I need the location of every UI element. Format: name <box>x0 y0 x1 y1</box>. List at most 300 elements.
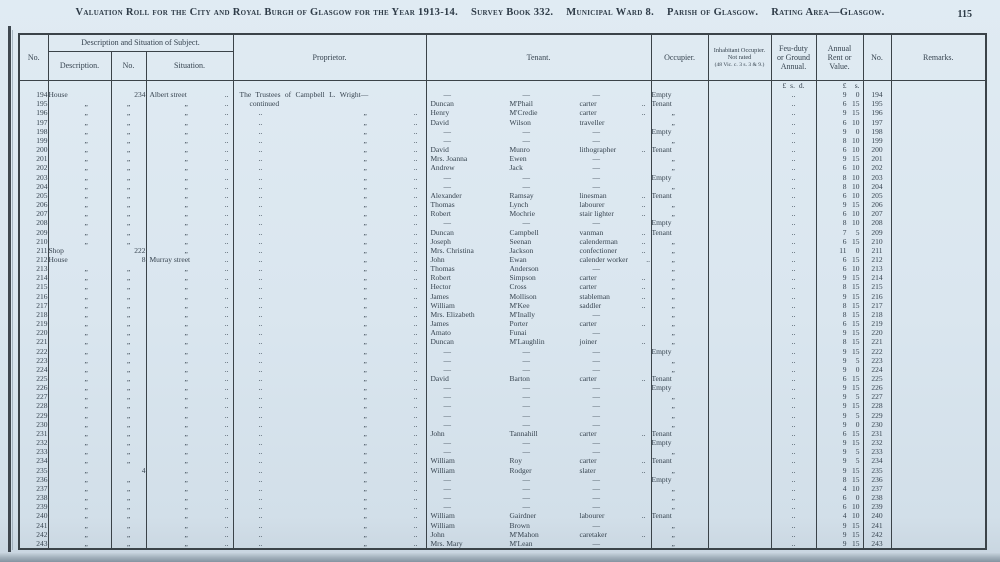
situation-text: „ <box>184 538 188 548</box>
situation-leader-dots: .. <box>224 282 229 292</box>
feu-duty-cell: .. <box>771 401 816 410</box>
situation-cell <box>146 475 233 484</box>
table-row <box>19 356 986 365</box>
tenant-leader-dots: .. <box>641 282 646 292</box>
tenant-occupation: — <box>592 419 600 429</box>
table-row <box>19 145 986 154</box>
tenant-cell <box>426 347 651 356</box>
occupier-cell: Tenant <box>651 191 708 200</box>
situation-cell <box>146 136 233 145</box>
street-number-cell: „ <box>111 209 146 218</box>
rent-shillings: 0 <box>855 126 860 136</box>
tenant-cell <box>426 255 651 264</box>
tenant-surname: Ewen <box>509 154 527 164</box>
row-number-right: 211 <box>863 246 891 255</box>
remarks-cell <box>891 484 986 493</box>
feu-duty-cell: .. <box>771 502 816 511</box>
row-number-right: 216 <box>863 292 891 301</box>
description-cell: „ <box>48 145 111 154</box>
row-number-right: 224 <box>863 365 891 374</box>
remarks-cell <box>891 420 986 429</box>
title-rating-area: Rating Area—Glasgow. <box>771 7 885 18</box>
tenant-occupation: traveller <box>579 117 605 127</box>
situation-leader-dots: .. <box>224 135 229 145</box>
rent-shillings: 15 <box>852 309 860 319</box>
tenant-surname: Mochrie <box>509 209 535 219</box>
feu-duty-cell: .. <box>771 383 816 392</box>
tenant-occupation: — <box>592 364 600 374</box>
street-number-cell: „ <box>111 401 146 410</box>
street-number-cell: „ <box>111 191 146 200</box>
proprietor-ditto: .. „ .. <box>258 355 418 365</box>
tenant-forename: — <box>443 447 451 457</box>
situation-leader-dots: .. <box>224 410 229 420</box>
row-number-left: 208 <box>19 218 48 227</box>
tenant-occupation: — <box>592 172 600 182</box>
inhabitant-occupier-cell <box>708 282 771 291</box>
street-number-cell: „ <box>111 392 146 401</box>
occupier-cell: „ <box>651 328 708 337</box>
page-number: 115 <box>957 9 972 20</box>
rent-cell <box>816 182 863 191</box>
rent-pounds: 6 <box>842 374 847 383</box>
occupier-cell: Tenant <box>651 374 708 383</box>
rent-pounds: 8 <box>842 300 847 310</box>
tenant-leader-dots: .. <box>641 529 646 539</box>
table-row <box>19 127 986 136</box>
rent-pounds: 8 <box>842 474 847 484</box>
occupier-cell: Empty <box>651 127 708 136</box>
proprietor-ditto: .. „ .. <box>258 145 418 155</box>
header-feu-duty: Feu-duty or Ground Annual. <box>771 34 816 81</box>
street-number-cell: „ <box>111 502 146 511</box>
table-row <box>19 310 986 319</box>
title-survey-book: Survey Book 332. <box>471 7 554 18</box>
tenant-forename: — <box>443 474 451 484</box>
inhabitant-occupier-cell <box>708 90 771 99</box>
proprietor-cell <box>233 392 426 401</box>
rent-cell <box>816 99 863 108</box>
tenant-occupation: carter <box>579 273 597 283</box>
rent-shillings: 15 <box>852 236 860 246</box>
row-number-left: 221 <box>19 337 48 346</box>
remarks-cell <box>891 475 986 484</box>
street-number-cell: „ <box>111 475 146 484</box>
description-cell: „ <box>48 456 111 465</box>
tenant-cell <box>426 246 651 255</box>
proprietor-ditto: .. „ .. <box>258 181 418 191</box>
remarks-cell <box>891 255 986 264</box>
rent-pounds: 9 <box>842 447 847 457</box>
tenant-cell <box>426 218 651 227</box>
occupier-cell: „ <box>651 310 708 319</box>
situation-leader-dots: .. <box>224 438 229 448</box>
rent-shillings: 10 <box>852 117 860 127</box>
proprietor-cell <box>233 136 426 145</box>
row-number-right: 217 <box>863 301 891 310</box>
rent-cell <box>816 310 863 319</box>
tenant-surname: — <box>522 383 530 393</box>
feu-duty-cell: .. <box>771 530 816 539</box>
occupier-cell: „ <box>651 154 708 163</box>
rent-shillings: 15 <box>852 346 860 356</box>
rent-shillings: 15 <box>852 99 860 109</box>
row-number-right: 223 <box>863 356 891 365</box>
remarks-cell <box>891 447 986 456</box>
tenant-surname: — <box>522 502 530 512</box>
proprietor-cell <box>233 191 426 200</box>
proprietor-cell <box>233 411 426 420</box>
situation-cell <box>146 319 233 328</box>
situation-cell <box>146 383 233 392</box>
proprietor-cell <box>233 438 426 447</box>
inhabitant-occupier-cell <box>708 411 771 420</box>
situation-leader-dots: .. <box>224 502 229 512</box>
rent-cell <box>816 200 863 209</box>
situation-text: „ <box>184 209 188 219</box>
row-number-right: 240 <box>863 511 891 520</box>
street-number-cell: „ <box>111 310 146 319</box>
table-row <box>19 163 986 172</box>
row-number-right: 210 <box>863 237 891 246</box>
tenant-cell <box>426 319 651 328</box>
situation-text: „ <box>184 392 188 402</box>
feu-duty-cell: .. <box>771 539 816 549</box>
proprietor-cell <box>233 310 426 319</box>
row-number-right: 209 <box>863 228 891 237</box>
proprietor-cell <box>233 383 426 392</box>
tenant-forename: — <box>443 126 451 136</box>
street-number-cell: „ <box>111 521 146 530</box>
occupier-cell: „ <box>651 200 708 209</box>
proprietor-cell <box>233 209 426 218</box>
proprietor-ditto: .. „ .. <box>258 529 418 539</box>
rent-cell <box>816 530 863 539</box>
header-tenant: Tenant. <box>426 34 651 81</box>
row-number-right: 237 <box>863 484 891 493</box>
table-row <box>19 282 986 291</box>
situation-cell <box>146 246 233 255</box>
feu-duty-cell: .. <box>771 136 816 145</box>
rent-cell <box>816 282 863 291</box>
tenant-cell <box>426 475 651 484</box>
description-cell: „ <box>48 118 111 127</box>
row-number-left: 236 <box>19 475 48 484</box>
tenant-leader-dots: .. <box>641 273 646 283</box>
header-remarks: Remarks. <box>891 34 986 81</box>
tenant-cell <box>426 429 651 438</box>
proprietor-ditto: .. „ .. <box>258 209 418 219</box>
description-cell: House <box>48 255 111 264</box>
feu-duty-cell: .. <box>771 273 816 282</box>
situation-text: „ <box>184 502 188 512</box>
table-row <box>19 200 986 209</box>
street-number-cell: „ <box>111 218 146 227</box>
tenant-occupation: — <box>592 474 600 484</box>
rent-shillings: 10 <box>852 181 860 191</box>
tenant-forename: — <box>443 355 451 365</box>
row-number-right: 226 <box>863 383 891 392</box>
row-number-left: 200 <box>19 145 48 154</box>
proprietor-cell <box>233 539 426 549</box>
tenant-occupation: stableman <box>579 291 610 301</box>
remarks-cell <box>891 301 986 310</box>
inhabitant-occupier-cell <box>708 521 771 530</box>
tenant-forename: — <box>443 181 451 191</box>
rent-pounds: 9 <box>842 291 847 301</box>
proprietor-cell <box>233 493 426 502</box>
proprietor-cell <box>233 228 426 237</box>
tenant-occupation: stair lighter <box>579 209 614 219</box>
table-row <box>19 136 986 145</box>
rent-pounds: 6 <box>842 163 847 173</box>
feu-duty-cell: .. <box>771 163 816 172</box>
rent-shillings: 10 <box>852 511 860 521</box>
tenant-cell <box>426 191 651 200</box>
rent-cell <box>816 118 863 127</box>
inhabitant-occupier-cell <box>708 218 771 227</box>
street-number-cell: „ <box>111 383 146 392</box>
situation-cell <box>146 218 233 227</box>
street-number-cell: „ <box>111 264 146 273</box>
situation-text: „ <box>184 117 188 127</box>
rent-pounds: 6 <box>842 236 847 246</box>
feu-duty-cell: .. <box>771 374 816 383</box>
occupier-cell: Empty <box>651 347 708 356</box>
proprietor-ditto: .. „ .. <box>258 474 418 484</box>
tenant-forename: John <box>430 254 445 264</box>
situation-text: „ <box>184 218 188 228</box>
street-number-cell: 4 <box>111 466 146 475</box>
proprietor-cell <box>233 173 426 182</box>
tenant-leader-dots: .. <box>641 319 646 329</box>
inhabitant-occupier-cell <box>708 310 771 319</box>
rent-cell <box>816 420 863 429</box>
rent-shillings: 10 <box>852 145 860 155</box>
tenant-surname: — <box>522 135 530 145</box>
table-row <box>19 218 986 227</box>
table-row <box>19 228 986 237</box>
tenant-surname: Jackson <box>509 245 534 255</box>
table-row <box>19 438 986 447</box>
occupier-cell: „ <box>651 246 708 255</box>
proprietor-cell <box>233 530 426 539</box>
description-cell: „ <box>48 209 111 218</box>
row-number-left: 202 <box>19 163 48 172</box>
tenant-occupation: slater <box>579 465 596 475</box>
valuation-roll-table <box>18 33 987 550</box>
row-number-left: 233 <box>19 447 48 456</box>
situation-cell <box>146 511 233 520</box>
rent-pounds: 4 <box>842 483 847 493</box>
proprietor-ditto: .. „ .. <box>258 227 418 237</box>
remarks-cell <box>891 163 986 172</box>
situation-cell <box>146 456 233 465</box>
proprietor-ditto: .. „ .. <box>258 172 418 182</box>
header-description-group: Description and Situation of Subject. <box>48 34 233 52</box>
row-number-right: 212 <box>863 255 891 264</box>
row-number-right: 207 <box>863 209 891 218</box>
tenant-cell <box>426 264 651 273</box>
situation-cell <box>146 539 233 549</box>
street-number-cell: „ <box>111 420 146 429</box>
rent-shillings: 10 <box>852 209 860 219</box>
tenant-occupation: carter <box>579 282 597 292</box>
tenant-occupation: caretaker <box>579 529 607 539</box>
row-number-left: 210 <box>19 237 48 246</box>
rent-cell <box>816 209 863 218</box>
remarks-cell <box>891 90 986 99</box>
rent-shillings: 10 <box>852 190 860 200</box>
tenant-forename: David <box>430 374 449 383</box>
tenant-forename: — <box>443 172 451 182</box>
row-number-right: 228 <box>863 401 891 410</box>
situation-leader-dots: .. <box>224 465 229 475</box>
table-row <box>19 108 986 117</box>
situation-cell <box>146 292 233 301</box>
situation-leader-dots: .. <box>224 291 229 301</box>
proprietor-cell <box>233 246 426 255</box>
tenant-leader-dots: .. <box>646 254 651 264</box>
tenant-cell <box>426 511 651 520</box>
situation-cell <box>146 502 233 511</box>
scan-bottom-edge <box>0 553 1000 562</box>
rent-shillings: 10 <box>852 264 860 274</box>
tenant-cell <box>426 108 651 117</box>
feu-duty-cell: .. <box>771 337 816 346</box>
tenant-forename: Amato <box>430 328 451 338</box>
proprietor-cell <box>233 118 426 127</box>
situation-cell <box>146 365 233 374</box>
rent-pounds: 11 <box>839 245 847 255</box>
rent-pounds: 8 <box>842 181 847 191</box>
row-number-left: 241 <box>19 521 48 530</box>
situation-leader-dots: .. <box>224 346 229 356</box>
inhabitant-line3: (48 Vic. c. 3 s. 3 & 9.) <box>714 61 765 68</box>
table-row <box>19 530 986 539</box>
description-cell: „ <box>48 502 111 511</box>
proprietor-cell <box>233 154 426 163</box>
tenant-forename: — <box>443 392 451 402</box>
remarks-cell <box>891 347 986 356</box>
proprietor-ditto: .. „ .. <box>258 374 418 383</box>
description-cell: „ <box>48 521 111 530</box>
tenant-occupation: — <box>592 520 600 530</box>
description-cell: „ <box>48 383 111 392</box>
street-number-cell: „ <box>111 337 146 346</box>
feu-duty-cell: .. <box>771 521 816 530</box>
tenant-leader-dots: .. <box>641 108 646 118</box>
inhabitant-occupier-cell <box>708 374 771 383</box>
proprietor-ditto: .. „ .. <box>258 383 418 393</box>
feu-currency-label: £ s. d. <box>771 81 816 91</box>
proprietor-ditto: .. „ .. <box>258 291 418 301</box>
description-cell: „ <box>48 273 111 282</box>
remarks-cell <box>891 228 986 237</box>
tenant-occupation: — <box>592 538 600 548</box>
row-number-left: 212 <box>19 255 48 264</box>
situation-text: „ <box>184 493 188 503</box>
situation-text: „ <box>184 200 188 210</box>
situation-leader-dots: .. <box>224 328 229 338</box>
remarks-cell <box>891 374 986 383</box>
description-cell: „ <box>48 484 111 493</box>
situation-leader-dots: .. <box>224 273 229 283</box>
row-number-left: 209 <box>19 228 48 237</box>
situation-text: „ <box>184 135 188 145</box>
situation-leader-dots: .. <box>224 227 229 237</box>
proprietor-cell <box>233 282 426 291</box>
tenant-leader-dots: .. <box>641 291 646 301</box>
rent-cell <box>816 145 863 154</box>
remarks-cell <box>891 282 986 291</box>
inhabitant-occupier-cell <box>708 511 771 520</box>
description-cell: „ <box>48 108 111 117</box>
tenant-surname: — <box>522 126 530 136</box>
situation-text: „ <box>184 227 188 237</box>
occupier-cell: „ <box>651 401 708 410</box>
occupier-cell: Tenant <box>651 456 708 465</box>
tenant-forename: Hector <box>430 282 451 292</box>
description-cell: „ <box>48 493 111 502</box>
street-number-cell: „ <box>111 493 146 502</box>
rent-cell <box>816 173 863 182</box>
row-number-right: 206 <box>863 200 891 209</box>
situation-cell <box>146 173 233 182</box>
occupier-cell: „ <box>651 136 708 145</box>
tenant-forename: William <box>430 520 455 530</box>
rent-cell <box>816 218 863 227</box>
tenant-cell <box>426 163 651 172</box>
tenant-cell <box>426 209 651 218</box>
situation-leader-dots: .. <box>224 428 229 438</box>
rent-shillings: 10 <box>852 163 860 173</box>
occupier-cell: Empty <box>651 475 708 484</box>
table-row <box>19 420 986 429</box>
rent-shillings: 15 <box>852 300 860 310</box>
occupier-cell: „ <box>651 108 708 117</box>
remarks-cell <box>891 145 986 154</box>
rent-shillings: 15 <box>852 200 860 210</box>
occupier-cell: „ <box>651 502 708 511</box>
rent-cell <box>816 108 863 117</box>
proprietor-ditto: .. „ .. <box>258 419 418 429</box>
feu-duty-cell: .. <box>771 466 816 475</box>
table-row <box>19 411 986 420</box>
table-row <box>19 292 986 301</box>
description-cell: „ <box>48 319 111 328</box>
header-situation: Situation. <box>146 52 233 81</box>
tenant-cell <box>426 273 651 282</box>
rent-cell <box>816 447 863 456</box>
tenant-surname: — <box>522 172 530 182</box>
occupier-cell: „ <box>651 466 708 475</box>
feu-duty-cell: .. <box>771 301 816 310</box>
street-number-cell: „ <box>111 411 146 420</box>
remarks-cell <box>891 401 986 410</box>
situation-leader-dots: .. <box>224 264 229 274</box>
row-number-right: 203 <box>863 173 891 182</box>
proprietor-cell <box>233 429 426 438</box>
rent-shillings: 15 <box>852 337 860 347</box>
rent-pounds: 9 <box>842 529 847 539</box>
tenant-surname: Ramsay <box>509 190 534 200</box>
proprietor-text: The Trustees of Campbell L. Wright— <box>239 90 369 100</box>
rent-shillings: 15 <box>852 438 860 448</box>
tenant-forename: Robert <box>430 273 451 283</box>
tenant-leader-dots: .. <box>641 511 646 521</box>
row-number-right: 197 <box>863 118 891 127</box>
